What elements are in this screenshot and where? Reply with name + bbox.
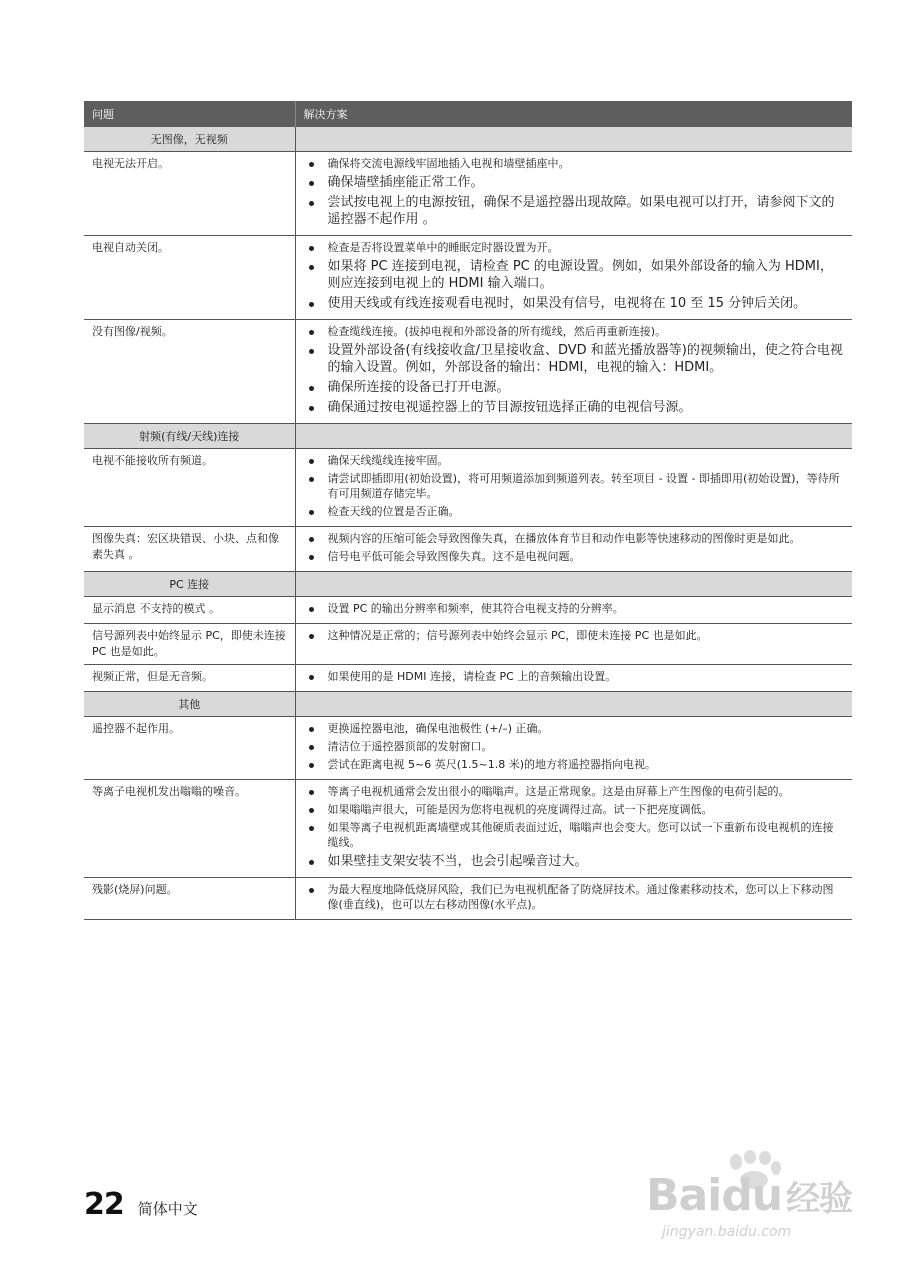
troubleshooting-table <box>84 101 852 920</box>
table-row <box>84 780 852 878</box>
solution-item: 检查天线的位置是否正确。 <box>304 504 845 519</box>
problem-cell: 电视自动关闭。 <box>84 236 295 320</box>
solution-item: 确保墙壁插座能正常工作。 <box>304 174 845 191</box>
solution-list <box>304 453 845 519</box>
problem-cell: 显示消息 不支持的模式 。 <box>84 597 295 624</box>
watermark-brand: Bai <box>646 1170 722 1221</box>
table-row <box>84 717 852 780</box>
problem-cell: 视频正常，但是无音频。 <box>84 665 295 692</box>
problem-cell: 残影(烧屏)问题。 <box>84 878 295 920</box>
table-row <box>84 320 852 424</box>
solution-cell <box>295 527 852 572</box>
table-row <box>84 878 852 920</box>
problem-cell: 电视不能接收所有频道。 <box>84 449 295 527</box>
solution-list <box>304 156 845 228</box>
solution-item: 如果使用的是 HDMI 连接，请检查 PC 上的音频输出设置。 <box>304 669 845 684</box>
solution-cell <box>295 236 852 320</box>
solution-item: 尝试在距离电视 5~6 英尺(1.5~1.8 米)的地方将遥控器指向电视。 <box>304 757 845 772</box>
table-row <box>84 624 852 665</box>
solution-item: 如果将 PC 连接到电视，请检查 PC 的电源设置。例如，如果外部设备的输入为 HDMI，则应连接到电视上的 HDMI 输入端口。 <box>304 258 845 292</box>
watermark-logo <box>646 1170 852 1221</box>
solution-list <box>304 601 845 616</box>
solution-item: 更换遥控器电池，确保电池极性 (+/–) 正确。 <box>304 721 845 736</box>
problem-cell: 信号源列表中始终显示 PC，即使未连接 PC 也是如此。 <box>84 624 295 665</box>
solution-item: 确保天线缆线连接牢固。 <box>304 453 845 468</box>
solution-item: 如果嗡嗡声很大，可能是因为您将电视机的亮度调得过高。试一下把亮度调低。 <box>304 802 845 817</box>
solution-item: 检查是否将设置菜单中的睡眠定时器设置为开。 <box>304 240 845 255</box>
watermark-brand-cn: 经验 <box>786 1179 853 1219</box>
problem-cell: 电视无法开启。 <box>84 152 295 236</box>
table-row <box>84 449 852 527</box>
solution-item: 设置 PC 的输出分辨率和频率，使其符合电视支持的分辨率。 <box>304 601 845 616</box>
section-row <box>84 127 852 152</box>
solution-cell <box>295 597 852 624</box>
section-title: PC 连接 <box>84 572 295 597</box>
solution-list <box>304 628 845 643</box>
solution-list <box>304 784 845 870</box>
solution-item: 设置外部设备(有线接收盒/卫星接收盒、DVD 和蓝光播放器等)的视频输出，使之符合电视的输入设置。例如，外部设备的输出：HDMI，电视的输入：HDMI。 <box>304 342 845 376</box>
solution-list <box>304 240 845 312</box>
solution-item: 视频内容的压缩可能会导致图像失真，在播放体育节目和动作电影等快速移动的图像时更是如此。 <box>304 531 845 546</box>
page-number: 22 <box>84 1187 124 1222</box>
table-body <box>84 127 852 920</box>
solution-cell <box>295 624 852 665</box>
baidu-watermark <box>640 1148 870 1258</box>
problem-cell: 图像失真：宏区块错误、小块、点和像素失真 。 <box>84 527 295 572</box>
watermark-brand2: du <box>721 1170 783 1221</box>
solution-list <box>304 882 845 912</box>
solution-item: 为最大程度地降低烧屏风险，我们已为电视机配备了防烧屏技术。通过像素移动技术，您可以上下移动图像(垂直线)，也可以左右移动图像(水平点)。 <box>304 882 845 912</box>
section-title: 其他 <box>84 692 295 717</box>
solution-cell <box>295 449 852 527</box>
page-language: 简体中文 <box>137 1200 198 1218</box>
section-row <box>84 572 852 597</box>
solution-item: 确保所连接的设备已打开电源。 <box>304 379 845 396</box>
solution-item: 请尝试即插即用(初始设置)，将可用频道添加到频道列表。转至项目 - 设置 - 即插即用(初始设置)，等待所有可用频道存储完毕。 <box>304 471 845 501</box>
solution-item: 确保通过按电视遥控器上的节目源按钮选择正确的电视信号源。 <box>304 399 845 416</box>
solution-cell <box>295 665 852 692</box>
solution-cell <box>295 878 852 920</box>
solution-item: 使用天线或有线连接观看电视时，如果没有信号，电视将在 10 至 15 分钟后关闭。 <box>304 295 845 312</box>
solution-item: 如果壁挂支架安装不当，也会引起噪音过大。 <box>304 853 845 870</box>
section-title: 射频(有线/天线)连接 <box>84 424 295 449</box>
solution-cell <box>295 717 852 780</box>
header-solution: 解决方案 <box>295 101 852 127</box>
solution-list <box>304 721 845 772</box>
table-header-row <box>84 101 852 127</box>
solution-item: 等离子电视机通常会发出很小的嗡嗡声。这是正常现象。这是由屏幕上产生图像的电荷引起的。 <box>304 784 845 799</box>
problem-cell: 等离子电视机发出嗡嗡的噪音。 <box>84 780 295 878</box>
table-row <box>84 665 852 692</box>
table-row <box>84 236 852 320</box>
page-footer <box>84 1187 198 1222</box>
table-row <box>84 597 852 624</box>
table-row <box>84 527 852 572</box>
solution-list <box>304 669 845 684</box>
problem-cell: 没有图像/视频。 <box>84 320 295 424</box>
solution-item: 信号电平低可能会导致图像失真。这不是电视问题。 <box>304 549 845 564</box>
solution-item: 这种情况是正常的；信号源列表中始终会显示 PC，即使未连接 PC 也是如此。 <box>304 628 845 643</box>
solution-cell <box>295 780 852 878</box>
header-problem: 问题 <box>84 101 295 127</box>
section-row <box>84 424 852 449</box>
watermark-url: jingyan.baidu.com <box>662 1224 792 1240</box>
solution-item: 确保将交流电源线牢固地插入电视和墙壁插座中。 <box>304 156 845 171</box>
section-blank <box>295 692 852 717</box>
solution-cell <box>295 320 852 424</box>
solution-item: 如果等离子电视机距离墙壁或其他硬质表面过近，嗡嗡声也会变大。您可以试一下重新布设电视机的连接缆线。 <box>304 820 845 850</box>
section-title: 无图像，无视频 <box>84 127 295 152</box>
problem-cell: 遥控器不起作用。 <box>84 717 295 780</box>
section-blank <box>295 572 852 597</box>
section-blank <box>295 424 852 449</box>
solution-cell <box>295 152 852 236</box>
section-blank <box>295 127 852 152</box>
solution-list <box>304 531 845 564</box>
section-row <box>84 692 852 717</box>
table-row <box>84 152 852 236</box>
solution-list <box>304 324 845 416</box>
solution-item: 清洁位于遥控器顶部的发射窗口。 <box>304 739 845 754</box>
solution-item: 尝试按电视上的电源按钮，确保不是遥控器出现故障。如果电视可以打开，请参阅下文的 遥控器不起作用 。 <box>304 194 845 228</box>
solution-item: 检查缆线连接。(拔掉电视和外部设备的所有缆线，然后再重新连接)。 <box>304 324 845 339</box>
